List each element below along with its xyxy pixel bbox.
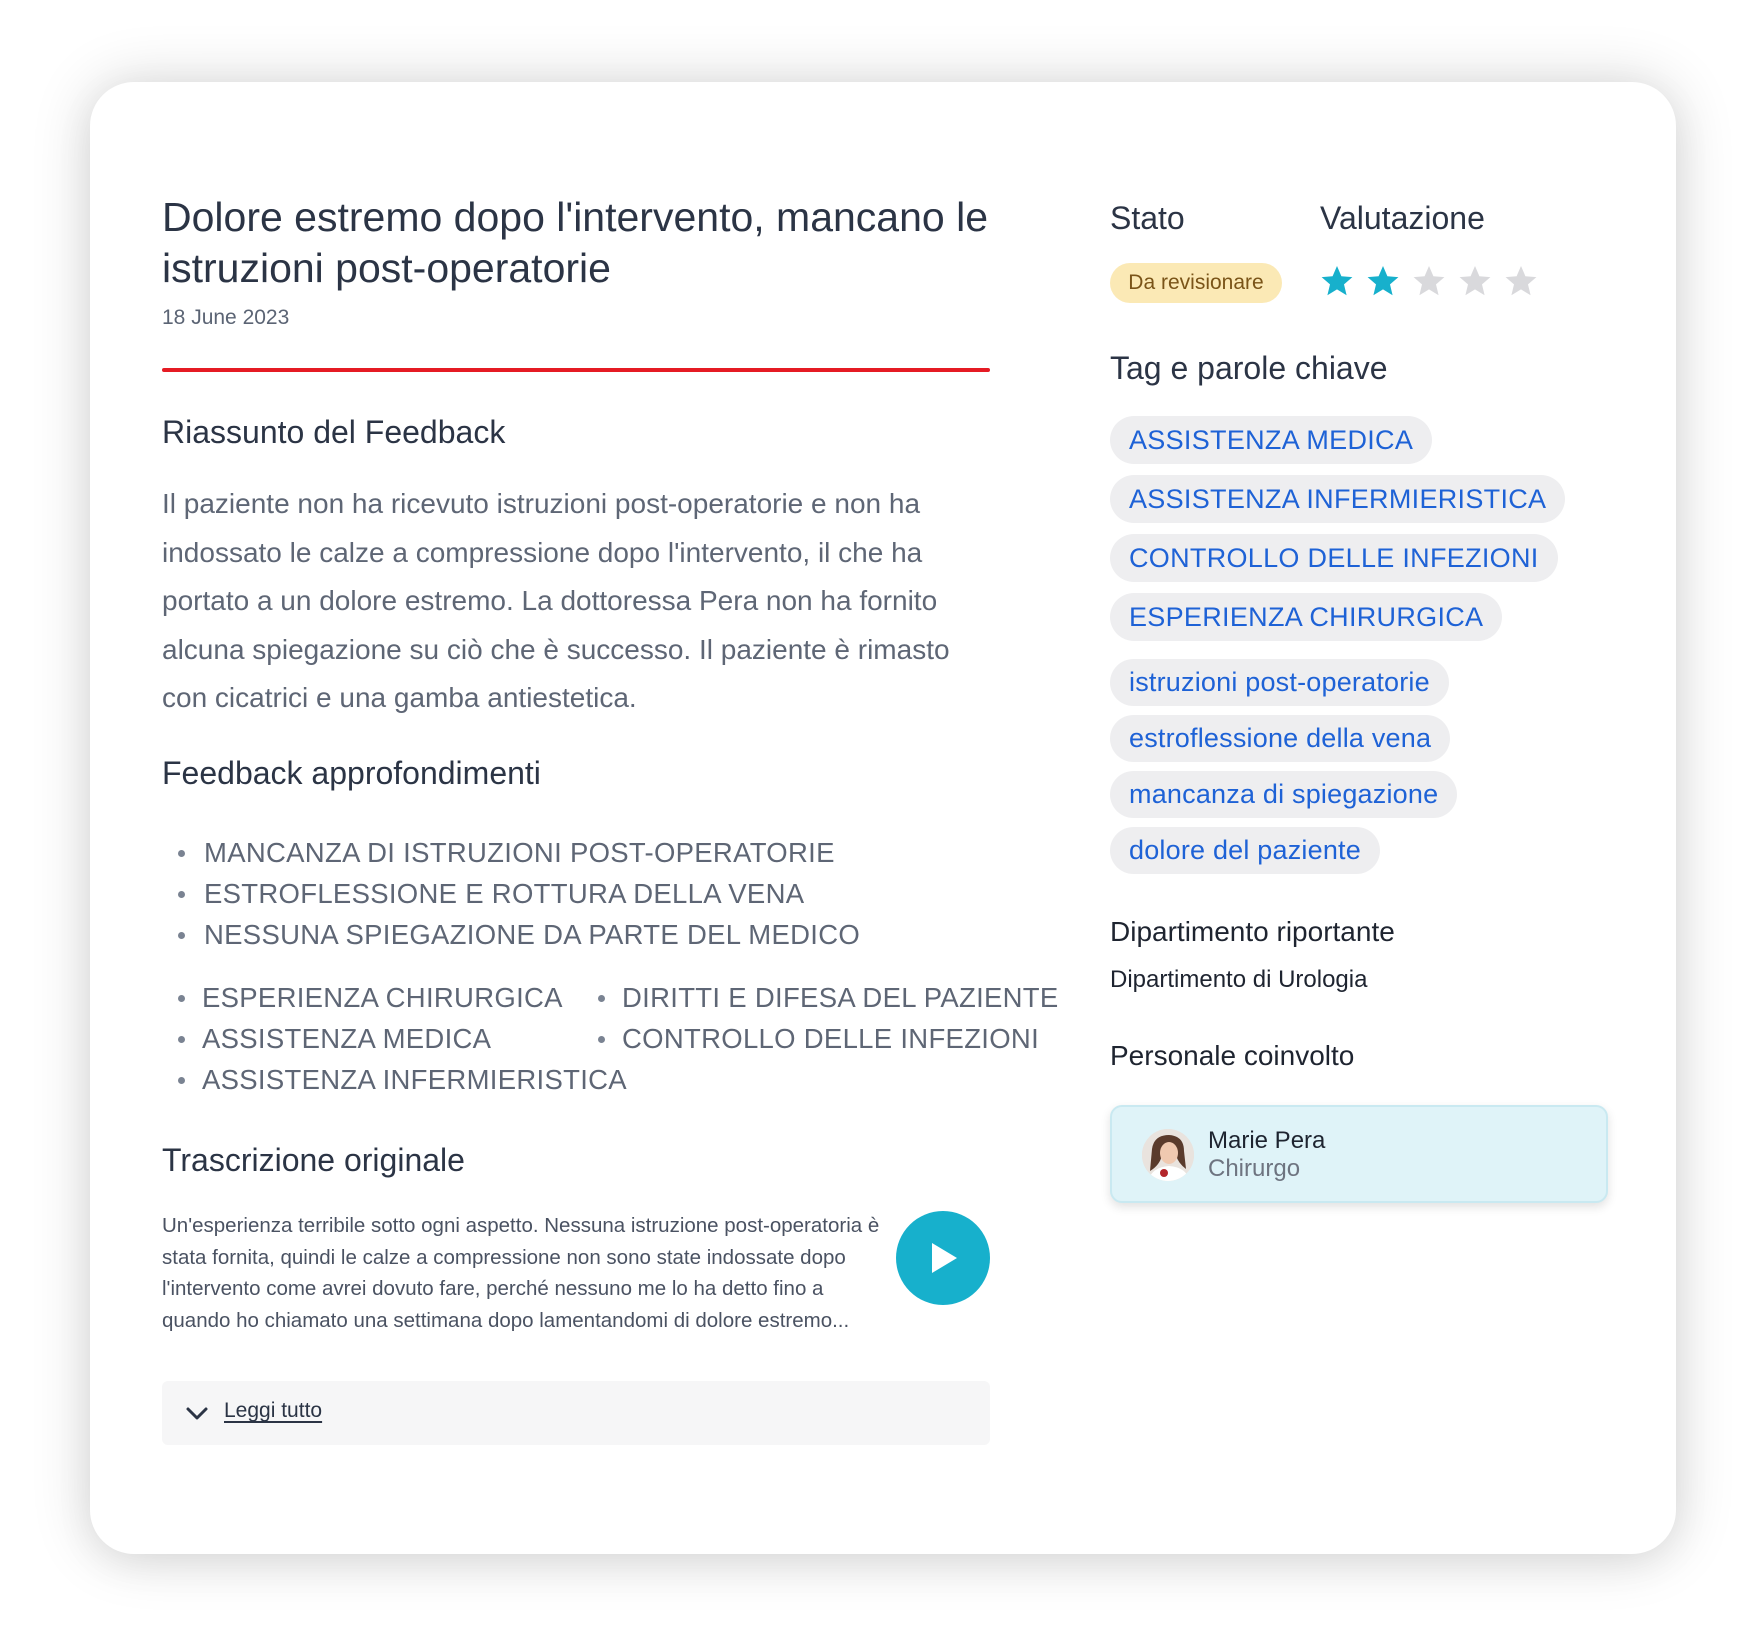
- department-value: Dipartimento di Urologia: [1110, 966, 1368, 993]
- read-more-link[interactable]: Leggi tutto: [224, 1399, 323, 1422]
- play-icon: [930, 1241, 960, 1275]
- title-divider: [162, 368, 990, 372]
- star-filled-icon[interactable]: [1318, 260, 1364, 304]
- play-button[interactable]: [896, 1211, 990, 1305]
- insight-categories-right: [598, 977, 1059, 1059]
- insight-categories-left: [178, 977, 627, 1100]
- star-empty-icon[interactable]: [1456, 260, 1502, 304]
- department-label: Dipartimento riportante: [1110, 916, 1395, 947]
- chevron-down-icon: [184, 1401, 210, 1427]
- staff-label: Personale coinvolto: [1110, 1040, 1355, 1071]
- tag-category[interactable]: ESPERIENZA CHIRURGICA: [1110, 593, 1502, 641]
- feedback-date: 18 June 2023: [162, 306, 290, 329]
- insights-list: [178, 832, 860, 955]
- tag-category[interactable]: CONTROLLO DELLE INFEZIONI: [1110, 534, 1558, 582]
- insight-category: DIRITTI E DIFESA DEL PAZIENTE: [598, 977, 1059, 1018]
- insights-heading: Feedback approfondimenti: [162, 755, 541, 791]
- feedback-title: Dolore estremo dopo l'intervento, mancano le istruzioni post-operatorie: [162, 194, 989, 291]
- insight-category: ASSISTENZA INFERMIERISTICA: [178, 1059, 627, 1100]
- transcript-heading: Trascrizione originale: [162, 1142, 465, 1178]
- summary-heading: Riassunto del Feedback: [162, 414, 506, 450]
- status-label: Stato: [1110, 200, 1185, 236]
- insight-category: ASSISTENZA MEDICA: [178, 1018, 627, 1059]
- tag-keyword[interactable]: dolore del paziente: [1110, 827, 1380, 874]
- tag-category[interactable]: ASSISTENZA MEDICA: [1110, 416, 1432, 464]
- staff-name: Marie Pera: [1208, 1127, 1326, 1154]
- tags-list: [1110, 416, 1610, 883]
- star-empty-icon[interactable]: [1410, 260, 1456, 304]
- avatar: [1142, 1129, 1194, 1181]
- star-empty-icon[interactable]: [1502, 260, 1548, 304]
- rating-label: Valutazione: [1320, 200, 1485, 236]
- insight-category: ESPERIENZA CHIRURGICA: [178, 977, 627, 1018]
- status-badge[interactable]: Da revisionare: [1110, 263, 1282, 303]
- insight-category: CONTROLLO DELLE INFEZIONI: [598, 1018, 1059, 1059]
- read-more-bar[interactable]: [162, 1381, 990, 1445]
- tag-keyword[interactable]: mancanza di spiegazione: [1110, 771, 1457, 818]
- star-filled-icon[interactable]: [1364, 260, 1410, 304]
- tag-category[interactable]: ASSISTENZA INFERMIERISTICA: [1110, 475, 1565, 523]
- tags-heading: Tag e parole chiave: [1110, 350, 1388, 386]
- summary-text: Il paziente non ha ricevuto istruzioni post-operatorie e non ha indossato le calze a compressione dopo l'intervento, il che ha portato a un dolore estremo. La dottoressa Pera non ha fornito alcuna spiegazione su ciò che è successo. Il paziente è rimasto con cicatrici e una gamba antiestetica.: [162, 488, 950, 713]
- tag-keyword[interactable]: istruzioni post-operatorie: [1110, 659, 1449, 706]
- tag-keyword[interactable]: estroflessione della vena: [1110, 715, 1450, 762]
- rating-stars: [1318, 260, 1548, 304]
- staff-card[interactable]: [1110, 1105, 1608, 1203]
- insight-item: ESTROFLESSIONE E ROTTURA DELLA VENA: [178, 873, 860, 914]
- staff-role: Chirurgo: [1208, 1155, 1301, 1182]
- transcript-text: Un'esperienza terribile sotto ogni aspetto. Nessuna istruzione post-operatoria è stata fornita, quindi le calze a compressione non sono state indossate dopo l'intervento come avrei dovuto fare, perché nessuno me lo ha detto fino a quando ho chiamato una settimana dopo lamentandomi di dolore estremo...: [162, 1214, 880, 1332]
- insight-item: NESSUNA SPIEGAZIONE DA PARTE DEL MEDICO: [178, 914, 860, 955]
- insight-item: MANCANZA DI ISTRUZIONI POST-OPERATORIE: [178, 832, 860, 873]
